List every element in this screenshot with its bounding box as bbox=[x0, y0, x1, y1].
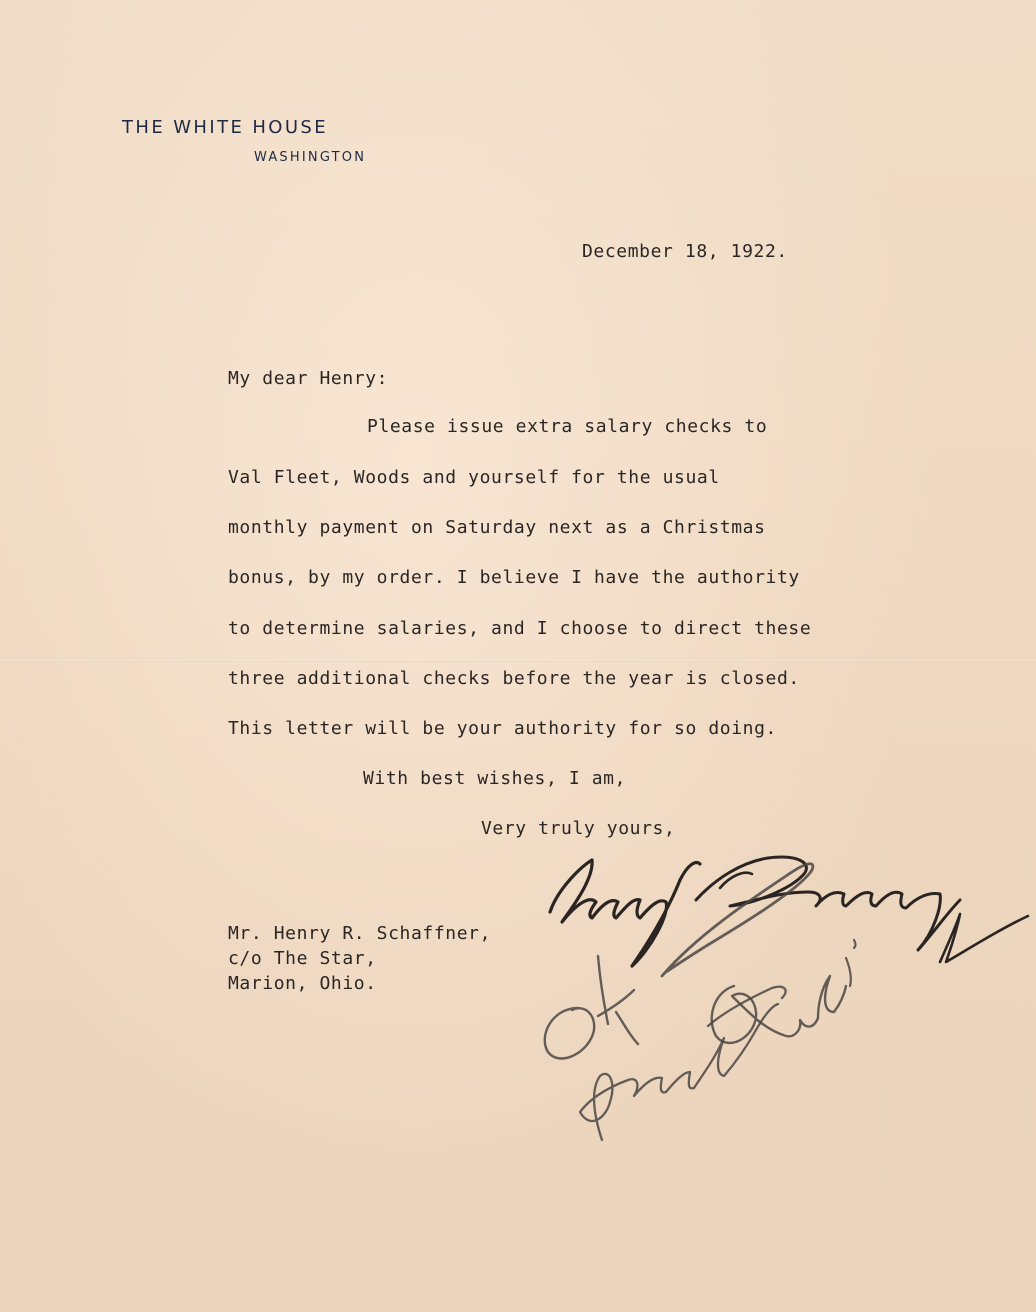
paper-fold-line bbox=[0, 660, 1036, 662]
handwritten-signature bbox=[520, 840, 1030, 1170]
recipient-care-of: c/o The Star, bbox=[228, 948, 377, 969]
recipient-name: Mr. Henry R. Schaffner, bbox=[228, 923, 492, 944]
body-line: bonus, by my order. I believe I have the authority bbox=[228, 567, 800, 588]
valediction: Very truly yours, bbox=[481, 818, 676, 839]
pencil-annotation-strokes bbox=[545, 864, 856, 1140]
body-line: three additional checks before the year is closed. bbox=[228, 668, 800, 689]
letter-date: December 18, 1922. bbox=[582, 241, 788, 262]
body-line: monthly payment on Saturday next as a Christmas bbox=[228, 517, 766, 538]
body-line: to determine salaries, and I choose to direct these bbox=[228, 618, 812, 639]
body-line: This letter will be your authority for so doing. bbox=[228, 718, 777, 739]
letterhead-title: THE WHITE HOUSE bbox=[122, 117, 329, 138]
letterhead-subtitle: WASHINGTON bbox=[254, 150, 367, 165]
body-line: Val Fleet, Woods and yourself for the usual bbox=[228, 467, 720, 488]
closing-line: With best wishes, I am, bbox=[363, 768, 627, 789]
salutation: My dear Henry: bbox=[228, 368, 389, 389]
body-line: Please issue extra salary checks to bbox=[367, 416, 768, 437]
recipient-city: Marion, Ohio. bbox=[228, 973, 377, 994]
